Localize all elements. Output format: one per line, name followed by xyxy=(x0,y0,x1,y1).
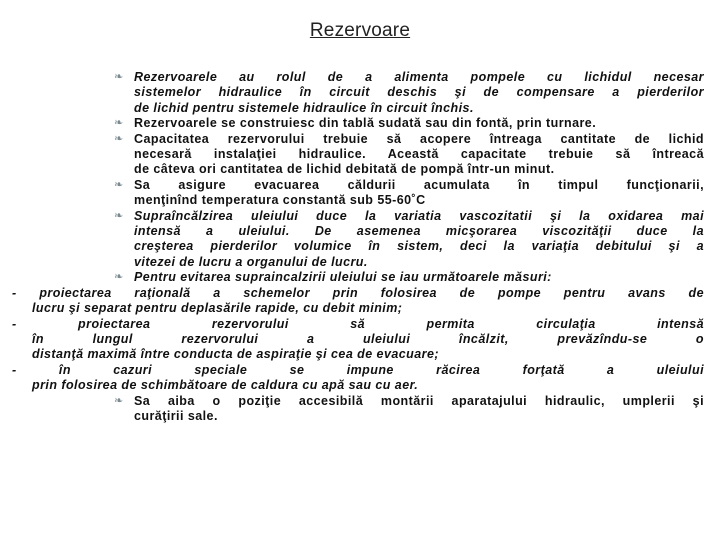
slide-body xyxy=(12,70,704,424)
text-line: în lungul rezervorului a uleiului încălzit, prevăzîndu-se o xyxy=(32,331,704,346)
bullet-item xyxy=(114,394,704,425)
text-line: - proiectarea raţională a schemelor prin folosirea de pompe pentru avans de xyxy=(12,285,704,300)
dash-item xyxy=(12,317,704,363)
text-line: - în cazuri speciale se impune răcirea forţată a uleiului xyxy=(12,362,704,377)
text-line: prin folosirea de schimbătoare de caldura cu apă sau cu aer. xyxy=(32,378,419,393)
leaf-bullet-icon: ❧ xyxy=(114,71,124,83)
text-line: de câteva ori cantitatea de lichid debitată de pompă într-un minut. xyxy=(134,162,555,177)
dash-item xyxy=(12,363,704,394)
text-line: Rezervoarele se construiesc din tablă sudată sau din fontă, prin turnare. xyxy=(134,116,597,131)
leaf-bullet-icon: ❧ xyxy=(114,132,124,145)
bullet-item xyxy=(114,70,704,116)
leaf-bullet-icon: ❧ xyxy=(114,271,124,284)
dash-item xyxy=(12,286,704,317)
leaf-bullet-icon: ❧ xyxy=(114,117,124,130)
text-line: lucru şi separat pentru deplasările rapide, cu debit minim; xyxy=(32,301,403,316)
text-line: necesară instalaţiei hidraulice. Această capacitate trebuie să întreacă xyxy=(134,147,704,162)
leaf-bullet-icon: ❧ xyxy=(114,394,124,407)
text-line: Sa asigure evacuarea căldurii acumulata în timpul funcţionarii, xyxy=(134,177,704,192)
text-line: vitezei de lucru a organului de lucru. xyxy=(134,254,368,269)
bullet-item xyxy=(114,270,704,285)
text-line: Sa aiba o poziţie accesibilă montării aparatajului hidraulic, umplerii şi xyxy=(134,393,704,408)
text-line: Supraîncălzirea uleiului duce la variatia vascozitatii şi la oxidarea mai xyxy=(134,208,704,223)
text-line: Rezervoarele au rolul de a alimenta pompele cu lichidul necesar xyxy=(134,70,704,84)
bullet-item xyxy=(114,209,704,271)
text-line: creşterea pierderilor volumice în sistem, deci la variaţia debitului şi a xyxy=(134,239,704,254)
bullet-item xyxy=(114,178,704,209)
text-line: distanţă maximă între conducta de aspiraţie şi cea de evacuare; xyxy=(32,347,439,362)
bullet-item xyxy=(114,116,704,131)
text-line: - proiectarea rezervorului să permita circulaţia intensă xyxy=(12,316,704,331)
leaf-bullet-icon: ❧ xyxy=(114,209,124,222)
text-line: curăţirii sale. xyxy=(134,408,218,423)
text-line: Pentru evitarea supraincalzirii uleiului se iau următoarele măsuri: xyxy=(134,270,552,285)
text-line: menţinînd temperatura constantă sub 55-60˚C xyxy=(134,193,426,208)
text-line: de lichid pentru sistemele hidraulice în circuit închis. xyxy=(134,100,474,115)
leaf-bullet-icon: ❧ xyxy=(114,178,124,191)
bullet-item xyxy=(114,132,704,178)
text-line: sistemelor hidraulice în circuit deschis şi de compensare a pierderilor xyxy=(134,85,704,100)
text-line: intensă a uleiului. De asemenea micşorarea viscozităţii duce la xyxy=(134,224,704,239)
text-line: Capacitatea rezervorului trebuie să acopere întreaga cantitate de lichid xyxy=(134,131,704,146)
slide-title: Rezervoare xyxy=(309,20,411,41)
